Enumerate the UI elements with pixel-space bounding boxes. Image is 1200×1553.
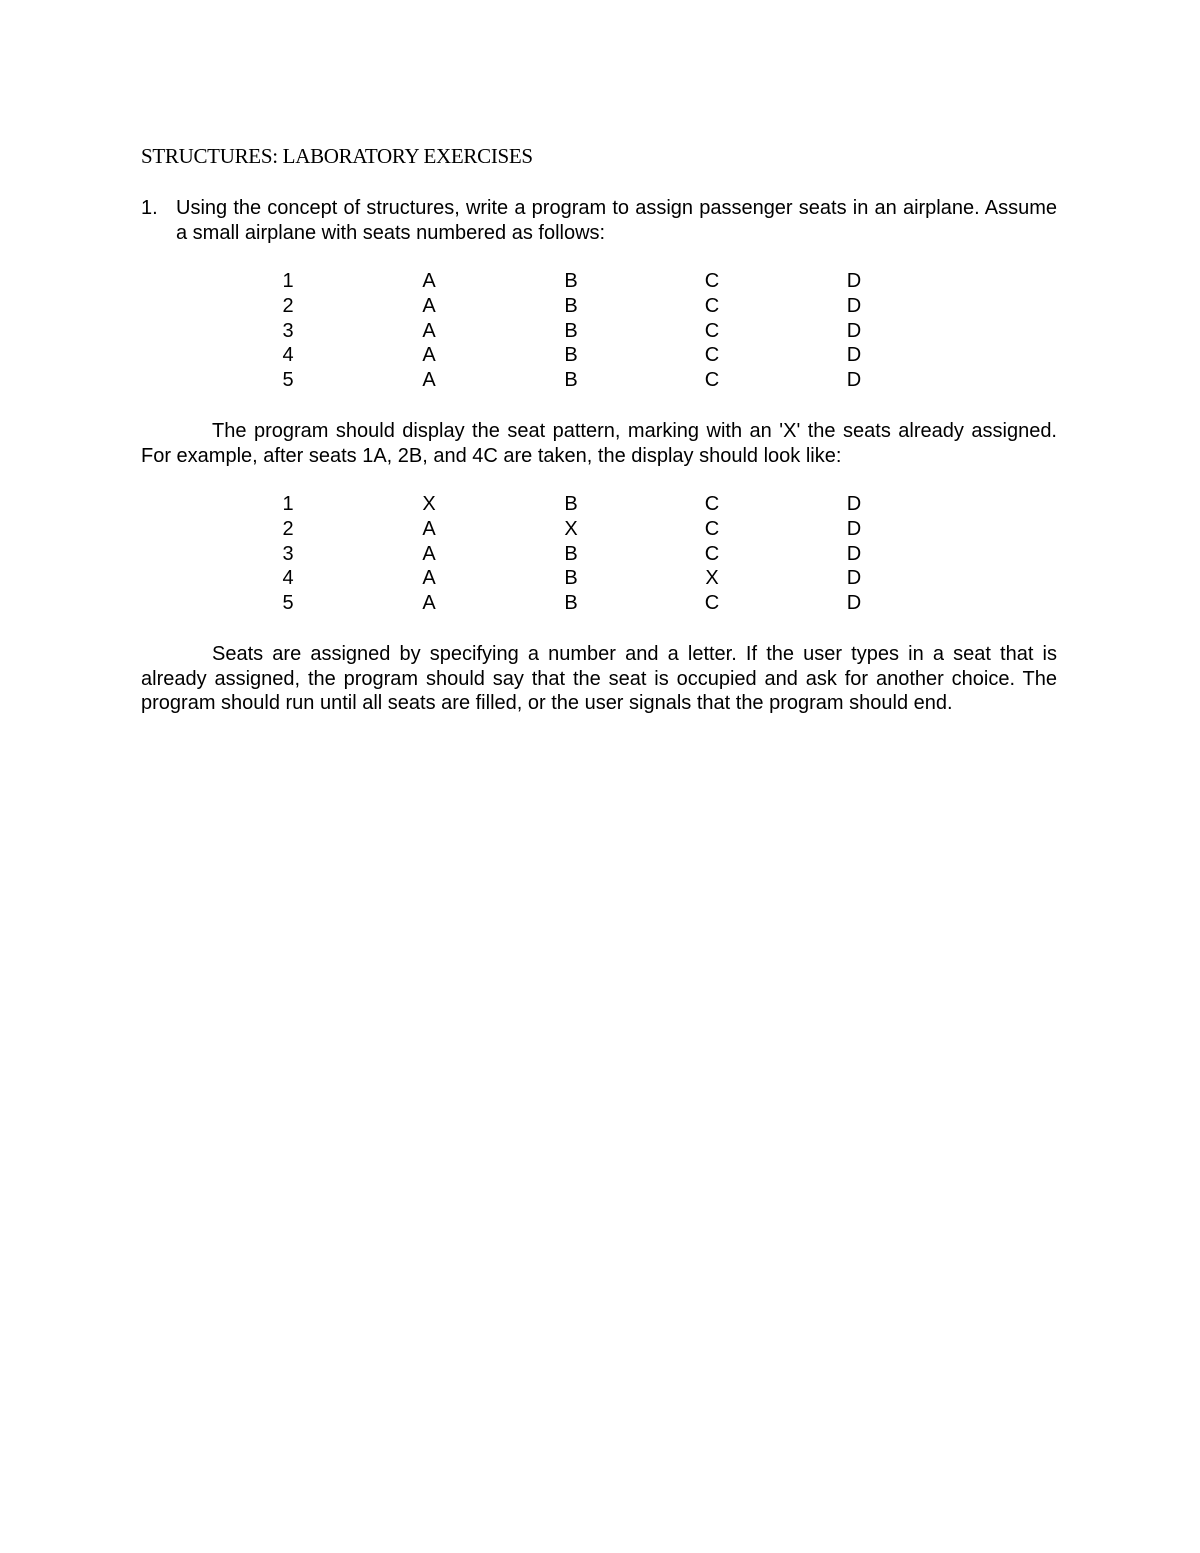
- seat-row: [258, 542, 878, 567]
- seat-row: [258, 294, 878, 319]
- seat-cell: A: [422, 517, 436, 540]
- row-number: 2: [282, 517, 294, 540]
- row-number: 4: [282, 567, 294, 590]
- row-number: 1: [282, 270, 294, 292]
- row-number: 4: [282, 344, 294, 367]
- row-number: 1: [282, 493, 294, 515]
- seat-cell: B: [564, 294, 578, 317]
- seat-cell: D: [846, 517, 862, 540]
- row-number: 5: [282, 592, 294, 615]
- seat-cell: C: [704, 542, 720, 565]
- seat-row: [258, 269, 878, 294]
- seat-cell: A: [422, 542, 436, 565]
- seat-cell: B: [564, 542, 578, 565]
- seat-row: [258, 517, 878, 542]
- seat-cell: B: [564, 567, 578, 590]
- seat-cell: A: [422, 344, 436, 367]
- seat-cell: D: [846, 592, 862, 615]
- seat-cell: A: [422, 567, 436, 590]
- seat-cell: B: [564, 344, 578, 367]
- exercise-number: 1.: [141, 197, 158, 219]
- seat-cell: A: [422, 294, 436, 317]
- seat-row: [258, 319, 878, 344]
- seat-cell: D: [846, 369, 862, 392]
- example-seat-chart: [258, 492, 878, 616]
- seat-cell: D: [846, 294, 862, 317]
- row-number: 3: [282, 542, 294, 565]
- seat-cell: C: [704, 319, 720, 342]
- document-title: STRUCTURES: LABORATORY EXERCISES: [141, 144, 533, 168]
- seat-cell: C: [704, 344, 720, 367]
- seat-cell: C: [704, 493, 720, 515]
- seat-cell: B: [564, 369, 578, 392]
- seat-cell: D: [846, 567, 862, 590]
- seat-cell: D: [846, 493, 862, 515]
- seat-cell: A: [422, 592, 436, 615]
- initial-seat-chart: [258, 269, 878, 393]
- seat-cell: C: [704, 369, 720, 392]
- seat-cell: D: [846, 344, 862, 367]
- seat-cell: A: [422, 319, 436, 342]
- seat-row: [258, 343, 878, 368]
- seat-cell: C: [704, 294, 720, 317]
- row-number: 3: [282, 319, 294, 342]
- exercise-text: Using the concept of structures, write a program to assign passenger seats in an airplane. Assume a small airplane with seats numbered as follows:: [176, 197, 1057, 244]
- display-paragraph: The program should display the seat pattern, marking with an 'X' the seats already assigned. For example, after seats 1A, 2B, and 4C are taken, the display should look like:: [141, 420, 1057, 467]
- rules-paragraph: Seats are assigned by specifying a number and a letter. If the user types in a seat that is already assigned, the program should say that the seat is occupied and ask for another choice. The program should run until all seats are filled, or the user signals that the program should end.: [141, 643, 1057, 714]
- seat-cell: A: [422, 270, 436, 292]
- seat-cell: B: [564, 319, 578, 342]
- seat-row: [258, 368, 878, 393]
- seat-cell: B: [564, 493, 578, 515]
- seat-cell: X: [564, 517, 578, 540]
- seat-row: [258, 492, 878, 517]
- seat-cell: X: [705, 567, 719, 590]
- seat-row: [258, 566, 878, 591]
- seat-cell: B: [564, 270, 578, 292]
- seat-cell: C: [704, 592, 720, 615]
- row-number: 5: [282, 369, 294, 392]
- seat-cell: A: [422, 369, 436, 392]
- seat-cell: D: [846, 270, 862, 292]
- seat-cell: X: [422, 493, 436, 515]
- seat-cell: C: [704, 517, 720, 540]
- seat-cell: B: [564, 592, 578, 615]
- seat-row: [258, 591, 878, 616]
- row-number: 2: [282, 294, 294, 317]
- seat-cell: D: [846, 542, 862, 565]
- seat-cell: D: [846, 319, 862, 342]
- seat-cell: C: [704, 270, 720, 292]
